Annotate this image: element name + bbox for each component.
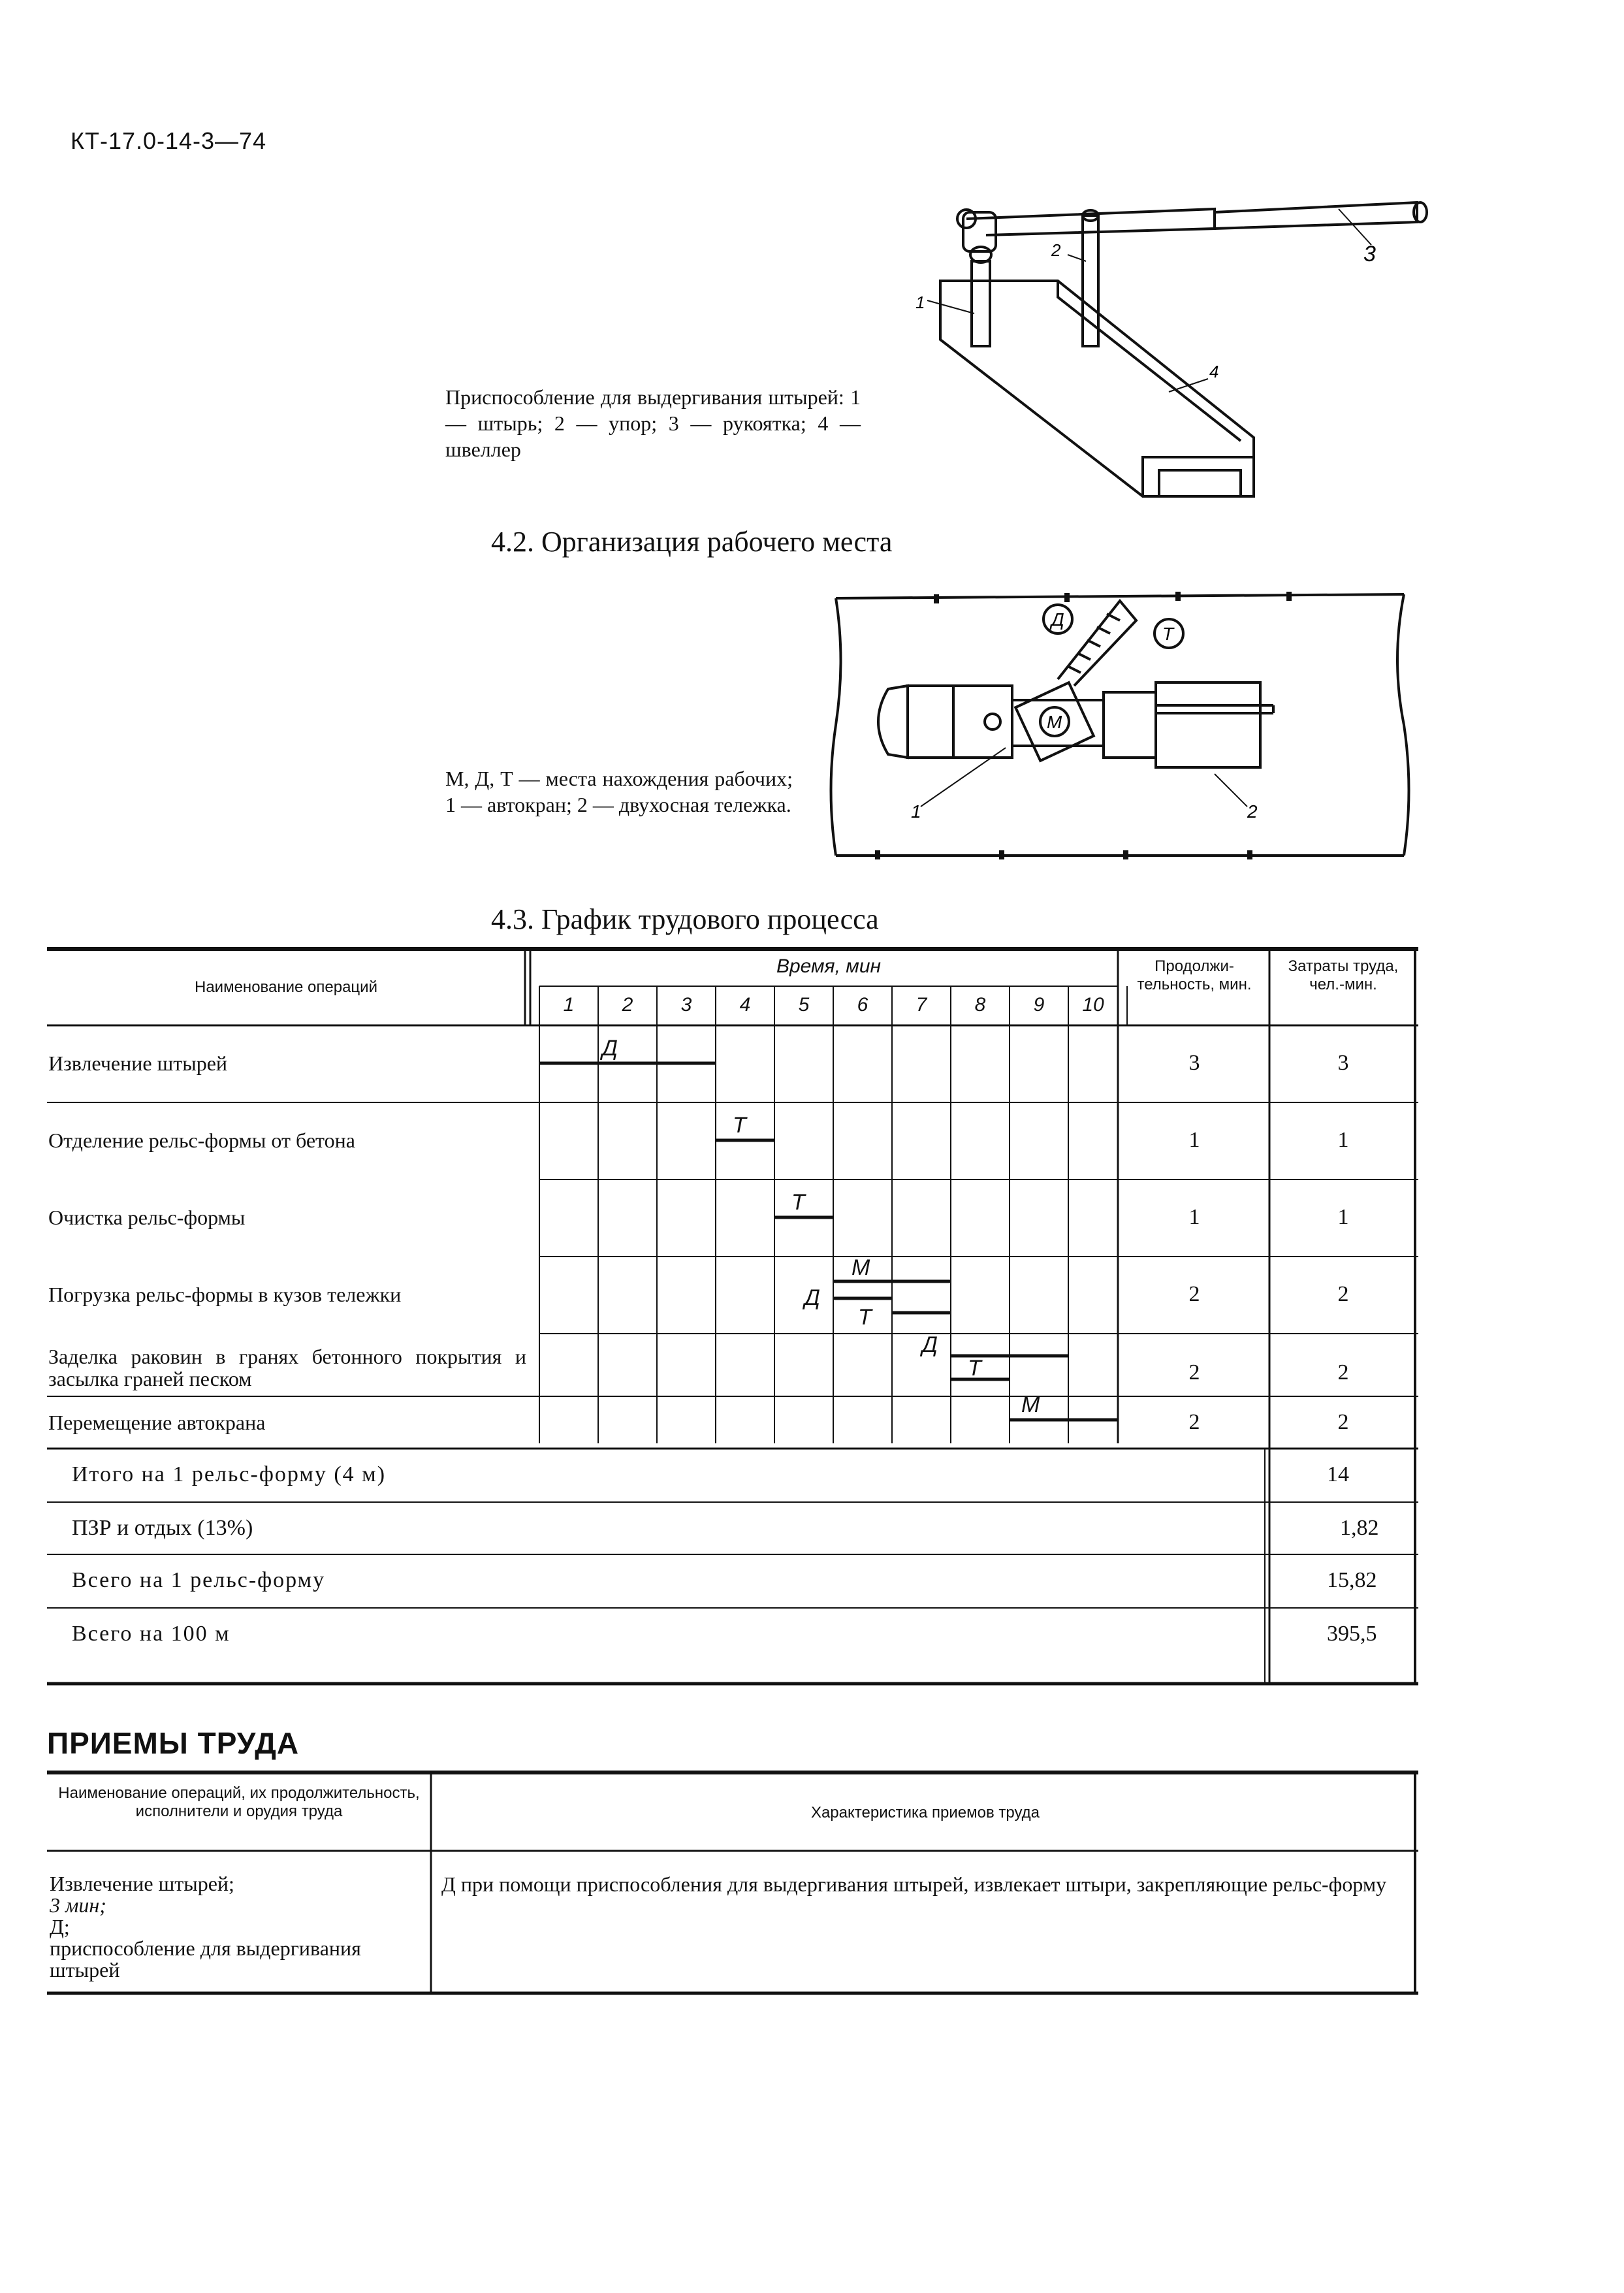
- row-4-labor: 2: [1337, 1282, 1349, 1306]
- priemy-title: ПРИЕМЫ ТРУДА: [47, 1726, 300, 1760]
- total-3-value: 15,82: [1327, 1568, 1377, 1592]
- total-1-label: Итого на 1 рельс-форму (4 м): [72, 1462, 387, 1486]
- marker-m: М: [1047, 712, 1062, 732]
- minute-5: 5: [798, 994, 810, 1016]
- row-3-duration: 1: [1188, 1205, 1200, 1229]
- label-1: 1: [915, 293, 925, 312]
- technique-op-worker: Д;: [50, 1915, 70, 1938]
- row-5-duration: 2: [1188, 1360, 1200, 1385]
- header-duration: Продолжи-тельность, мин.: [1137, 957, 1252, 993]
- total-2-label: ПЗР и отдых (13%): [72, 1516, 253, 1540]
- row-6-name: Перемещение автокрана: [48, 1411, 266, 1434]
- bar-label-r4-d: Д: [804, 1285, 820, 1310]
- total-1-value: 14: [1327, 1462, 1349, 1486]
- header-operations: Наименование операций: [195, 978, 377, 996]
- row-1-labor: 3: [1337, 1051, 1349, 1075]
- bar-label-r1: Д: [602, 1036, 618, 1061]
- row-2-labor: 1: [1337, 1128, 1349, 1152]
- minute-3: 3: [680, 994, 692, 1016]
- techniques-col2-header: Характеристика приемов труда: [810, 1804, 1040, 1821]
- bar-label-r4-t: Т: [858, 1305, 872, 1330]
- total-4-label: Всего на 100 м: [72, 1622, 231, 1646]
- row-3-name: Очистка рельс-формы: [48, 1206, 246, 1229]
- labor-techniques-table: [47, 1770, 1418, 1996]
- total-3-label: Всего на 1 рельс-форму: [72, 1568, 326, 1592]
- row-2-duration: 1: [1188, 1128, 1200, 1152]
- workplace-layout-drawing: [816, 575, 1417, 862]
- marker-t: Т: [1162, 624, 1174, 644]
- section-4-2-title: 4.2. Организация рабочего места: [491, 526, 893, 558]
- row-1-duration: 3: [1188, 1051, 1200, 1075]
- minute-2: 2: [622, 994, 633, 1016]
- technique-op-tool: приспособление для выдергивания штырей: [50, 1936, 361, 1981]
- labor-process-schedule: [47, 946, 1418, 1690]
- total-2-value: 1,82: [1340, 1516, 1379, 1540]
- techniques-col1-header: Наименование операций, их продолжительность, исполнители и орудия труда: [58, 1784, 420, 1820]
- bar-label-r2: Т: [733, 1113, 746, 1138]
- row-3-labor: 1: [1337, 1205, 1349, 1229]
- figure1-caption: Приспособление для выдергивания штырей: 1 — штырь; 2 — упор; 3 — рукоятка; 4 — швеллер: [445, 385, 861, 461]
- label-trolley: 2: [1247, 801, 1258, 822]
- section-4-3-title: 4.3. График трудового процесса: [491, 903, 879, 935]
- document-code: КТ-17.0-14-3—74: [71, 127, 267, 154]
- minute-1: 1: [563, 994, 575, 1016]
- row-1-name: Извлечение штырей: [48, 1051, 228, 1075]
- label-2: 2: [1051, 240, 1061, 260]
- bar-label-r6-m: М: [1021, 1392, 1040, 1417]
- label-3: 3: [1363, 242, 1376, 266]
- row-5-name: Заделка раковин в гранях бетонного покрытия и засылка граней песком: [48, 1345, 526, 1390]
- row-4-duration: 2: [1188, 1282, 1200, 1306]
- minute-4: 4: [739, 994, 751, 1016]
- label-4: 4: [1209, 362, 1219, 381]
- row-4-name: Погрузка рельс-формы в кузов тележки: [48, 1283, 402, 1306]
- row-6-duration: 2: [1188, 1410, 1200, 1434]
- technique-op-name: Извлечение штырей;: [50, 1872, 234, 1895]
- bar-label-r3: Т: [791, 1190, 805, 1215]
- row-6-labor: 2: [1337, 1410, 1349, 1434]
- technique-op-duration: 3 мин;: [50, 1893, 106, 1917]
- minute-10: 10: [1082, 994, 1104, 1016]
- technique-description: Д при помощи приспособления для выдергивания штырей, извлекает штыри, закрепляющие рельс-форму: [441, 1872, 1387, 1896]
- label-crane: 1: [911, 801, 921, 822]
- total-4-value: 395,5: [1327, 1622, 1377, 1646]
- minute-7: 7: [915, 994, 927, 1016]
- workplace-caption: М, Д, Т — места нахождения рабочих; 1 — автокран; 2 — двухосная тележка.: [445, 767, 793, 816]
- minute-8: 8: [974, 994, 986, 1016]
- header-labor: Затраты труда, чел.-мин.: [1288, 957, 1399, 993]
- row-5-labor: 2: [1337, 1360, 1349, 1385]
- minute-6: 6: [857, 994, 868, 1016]
- header-time: Время, мин: [776, 955, 882, 977]
- minute-9: 9: [1033, 994, 1045, 1016]
- bar-label-r5-t: Т: [968, 1356, 981, 1381]
- bar-label-r5-d: Д: [922, 1332, 938, 1357]
- bar-label-r4-m: М: [852, 1255, 870, 1280]
- marker-d: Д: [1051, 609, 1064, 630]
- pin-puller-drawing: [901, 183, 1450, 509]
- row-2-name: Отделение рельс-формы от бетона: [48, 1129, 355, 1152]
